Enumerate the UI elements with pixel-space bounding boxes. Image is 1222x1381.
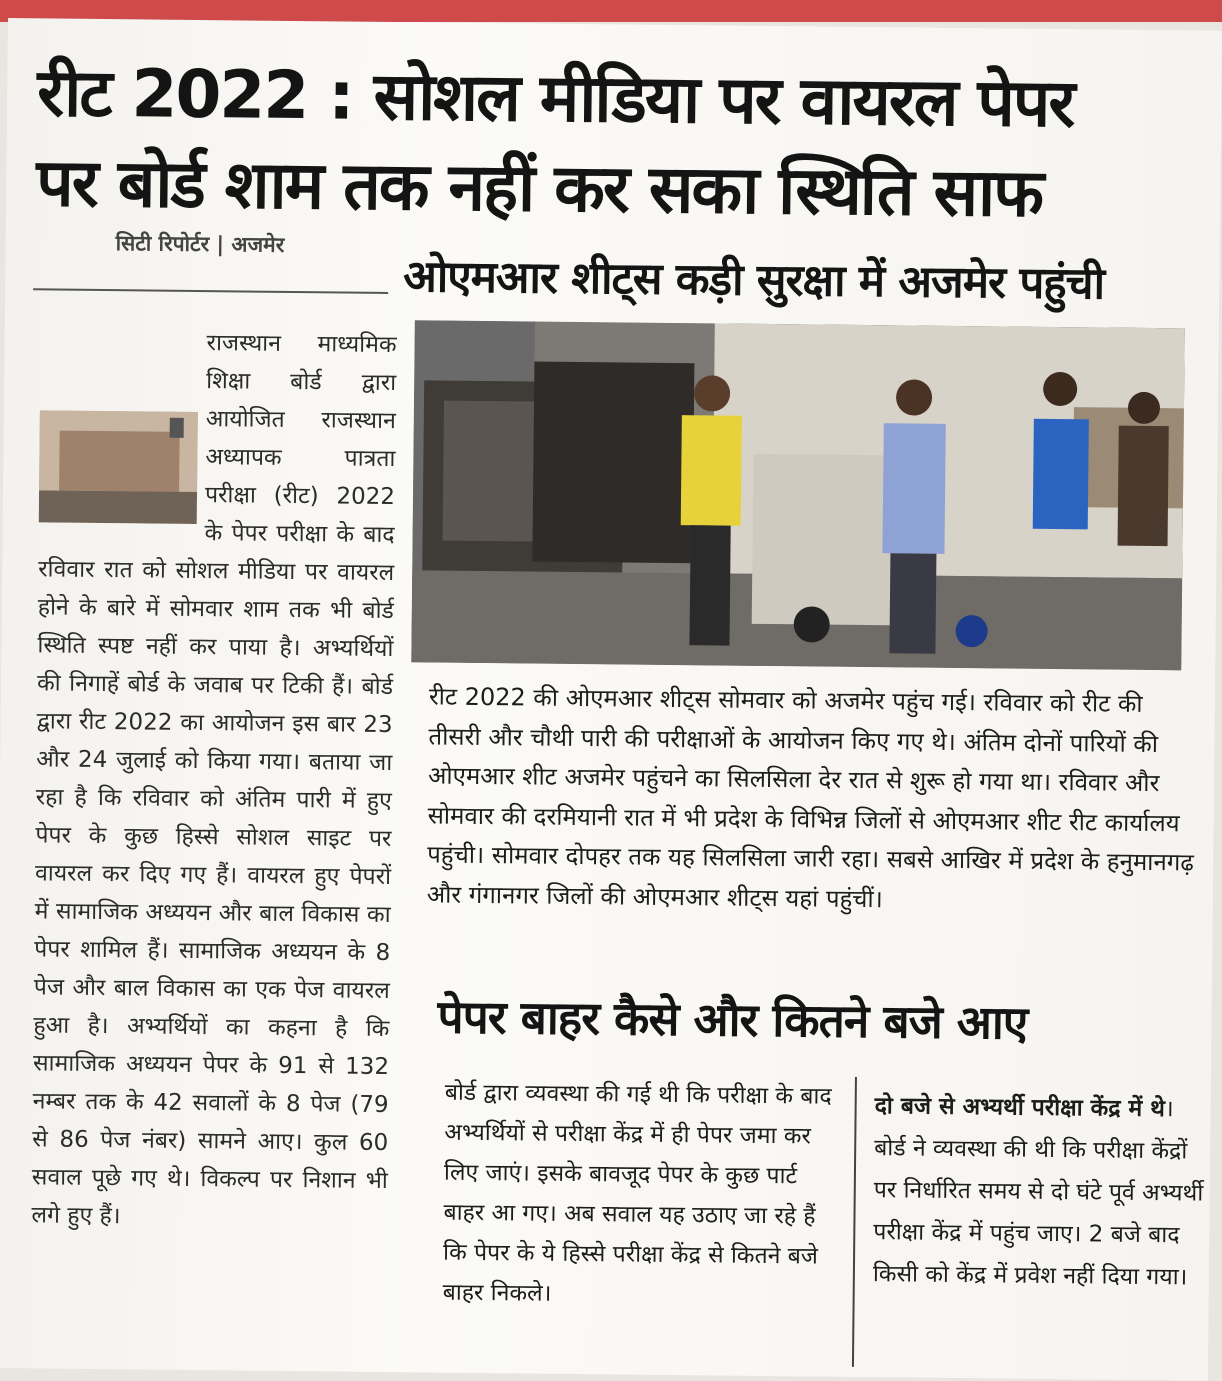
news-photo — [411, 320, 1185, 670]
thumbnail-spacer — [39, 322, 207, 524]
news-photo-image — [411, 320, 1185, 670]
page-top-strip — [0, 0, 1222, 22]
main-headline — [36, 48, 1168, 240]
column-divider — [852, 1077, 857, 1367]
article-body-text: राजस्थान माध्यमिक शिक्षा बोर्ड द्वारा आयोजित राजस्थान अध्यापक पात्रता परीक्षा (रीट) 2022 के पेपर परीक्षा के बाद रविवार रात को सोशल मीडिया पर वायरल होने के बारे में सोमवार शाम तक भी बोर्ड स्थिति स्पष्ट नहीं कर पाया है। अभ्यर्थियों की निगाहें बोर्ड के जवाब पर टिकी हैं। बोर्ड द्वारा रीट 2022 का आयोजन इस बार 23 और 24 जुलाई को किया गया। बताया जा रहा है कि रविवार को अंतिम पारी में हुए पेपर के कुछ हिस्से सोशल साइट पर वायरल कर दिए गए हैं। वायरल हुए पेपरों में सामाजिक अध्ययन और बाल विकास का पेपर शामिल हैं। सामाजिक अध्ययन के 8 पेज और बाल विकास का एक पेज वायरल हुआ है। अभ्यर्थियों का कहना है कि सामाजिक अध्ययन पेपर के 91 से 132 नम्बर तक के 42 सवालों के 8 पेज (79 से 86 पेज नंबर) सामने आए। कुल 60 सवाल पूछे गए थे। विकल्प पर निशान भी लगे हुए हैं। — [31, 330, 397, 1230]
sidebar-left-column: बोर्ड द्वारा व्यवस्था की गई थी कि परीक्षा के बाद अभ्यर्थियों से परीक्षा केंद्र में ही पेपर जमा कर लिए जाएं। इसके बावजूद पेपर के कुछ पार्ट बाहर आ गए। अब सवाल यह उठाए जा रहे हैं कि पेपर के ये हिस्से परीक्षा केंद्र से कितने बजे बाहर निकले। — [442, 1079, 832, 1307]
sidebar-right-lead: दो बजे से अभ्यर्थी परीक्षा केंद्र में थे — [874, 1093, 1166, 1123]
main-headline-line-2: पर बोर्ड शाम तक नहीं कर सका स्थिति साफ — [35, 144, 1043, 232]
byline: सिटी रिपोर्टर | अजमेर — [115, 231, 285, 257]
sidebar-right-column — [873, 1085, 1205, 1298]
photo-caption: रीट 2022 की ओएमआर शीट्स सोमवार को अजमेर पहुंच गई। रविवार को रीट की तीसरी और चौथी पारी की परीक्षाओं के आयोजन किए गए थे। अंतिम दोनों पारियों की ओएमआर शीट अजमेर पहुंचने का सिलसिला देर रात से शुरू हो गया था। रविवार और सोमवार की दरमियानी रात में भी प्रदेश के विभिन्न जिलों से ओएमआर शीट रीट कार्यालय पहुंची। सोमवार दोपहर तक यह सिलसिला जारी रहा। सबसे आखिर में प्रदेश के हनुमानगढ़ और गंगानगर जिलों की ओएमआर शीट्स यहां पहुंचीं। — [426, 682, 1194, 913]
photo-headline: ओएमआर शीट्स कड़ी सुरक्षा में अजमेर पहुंची — [403, 251, 1105, 310]
sidebar-right-text: । बोर्ड ने व्यवस्था की थी कि परीक्षा केंद्रों पर निर्धारित समय से दो घंटे पूर्व अभ्यर्थी परीक्षा केंद्र में पहुंच जाए। 2 बजे बाद किसी को केंद्र में प्रवेश नहीं दिया गया। — [872, 1096, 1204, 1291]
article-body — [31, 322, 397, 1238]
sidebar-headline: पेपर बाहर कैसे और कितने बजे आए — [437, 989, 1028, 1050]
newspaper-clipping — [0, 18, 1222, 1381]
main-headline-line-1: रीट 2022 : सोशल मीडिया पर वायरल पेपर — [36, 54, 1074, 143]
byline-rule — [33, 288, 388, 294]
